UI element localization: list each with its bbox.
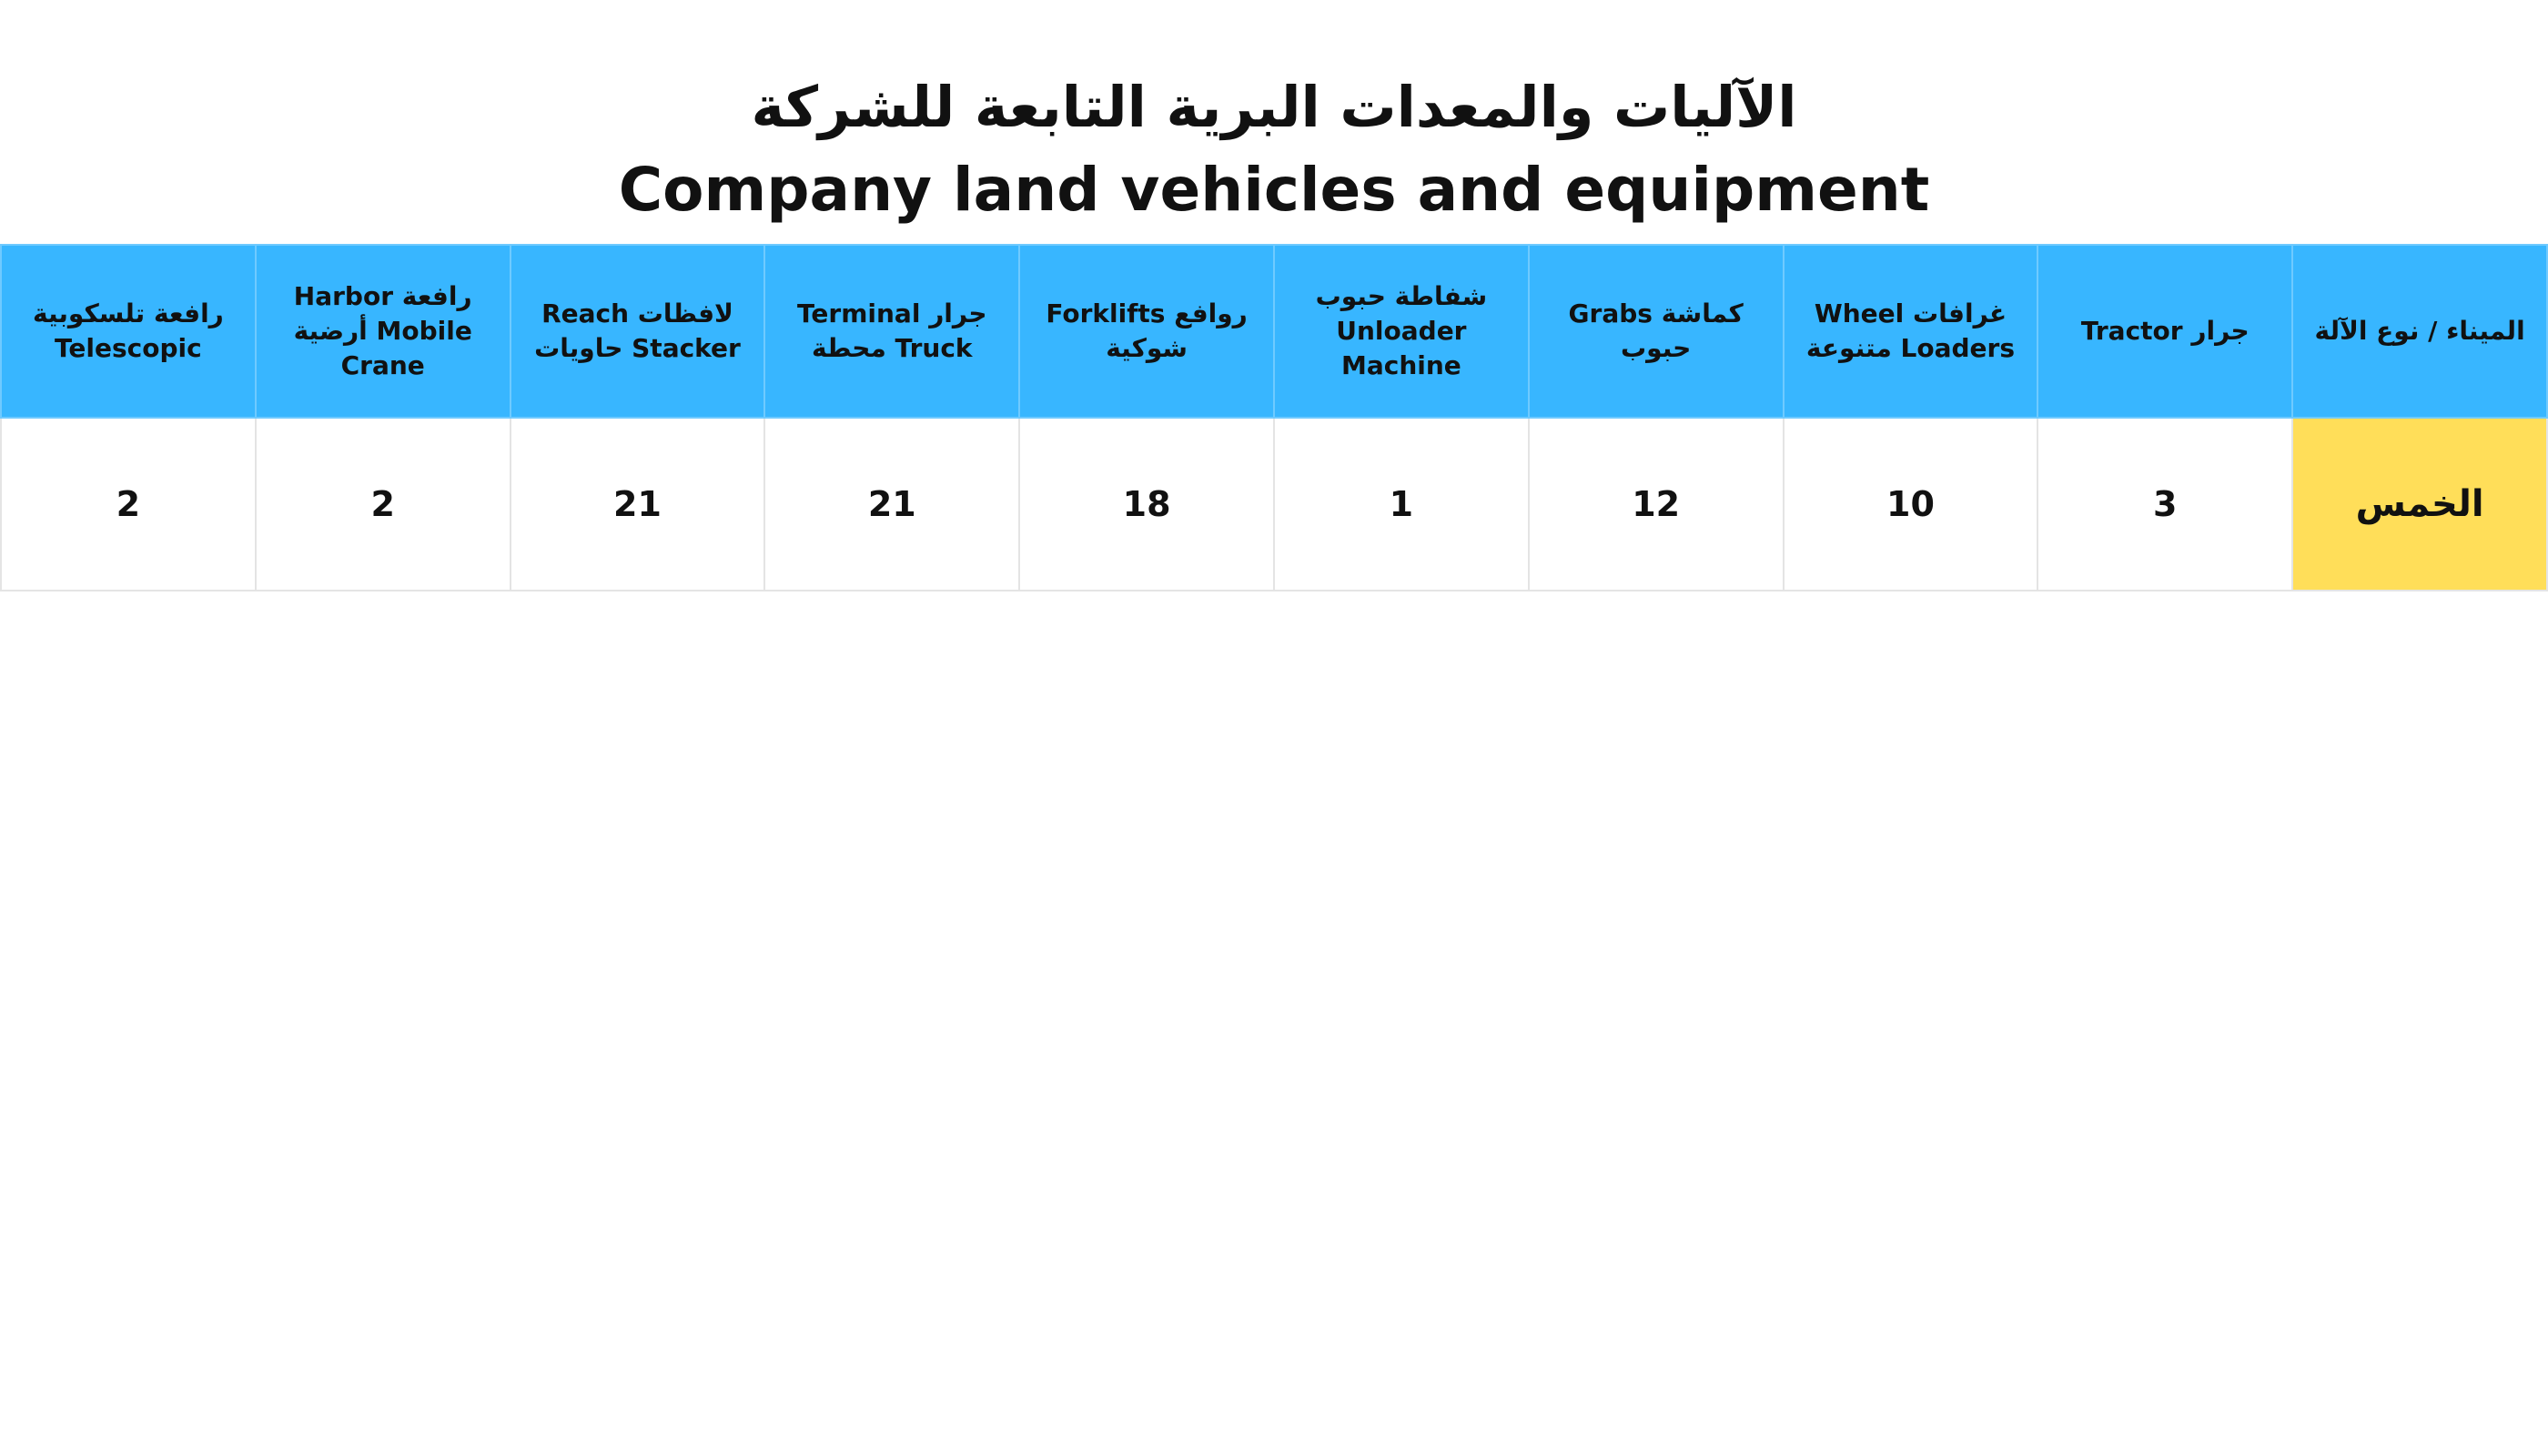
header-terminal-truck: Terminal جرار محطة Truck: [764, 245, 1019, 418]
header-harbor-mobile-crane: Harbor رافعة أرضية Mobile Crane: [256, 245, 511, 418]
header-wheel-loaders: Wheel غرافات متنوعة Loaders: [1784, 245, 2038, 418]
title-english: Company land vehicles and equipment: [618, 155, 1930, 225]
header-tractor: Tractor جرار: [2037, 245, 2292, 418]
table-row: [1, 418, 2547, 591]
cell-wheel-loaders: 10: [1784, 418, 2038, 591]
header-port-equipment-type: الميناء / نوع الآلة: [2292, 245, 2547, 418]
cell-forklifts: 18: [1019, 418, 1274, 591]
cell-grabs: 12: [1529, 418, 1784, 591]
cell-port-name: الخمس: [2292, 418, 2547, 591]
header-unloader-machine: شفاطة حبوب Unloader Machine: [1274, 245, 1529, 418]
cell-unloader-machine: 1: [1274, 418, 1529, 591]
cell-tractor: 3: [2037, 418, 2292, 591]
header-row: [1, 245, 2547, 418]
cell-harbor-mobile-crane: 2: [256, 418, 511, 591]
header-reach-stacker: Reach لافظات حاويات Stacker: [511, 245, 765, 418]
cell-telescopic: 2: [1, 418, 256, 591]
equipment-table: [0, 244, 2548, 592]
header-grabs: Grabs كماشة حبوب: [1529, 245, 1784, 418]
cell-reach-stacker: 21: [511, 418, 765, 591]
title-arabic: الآليات والمعدات البرية التابعة للشركة: [751, 74, 1797, 140]
page-title: [0, 64, 2548, 229]
header-forklifts: Forklifts روافع شوكية: [1019, 245, 1274, 418]
equipment-table-container: [0, 244, 2548, 592]
header-telescopic: رافعة تلسكوبية Telescopic: [1, 245, 256, 418]
cell-terminal-truck: 21: [764, 418, 1019, 591]
